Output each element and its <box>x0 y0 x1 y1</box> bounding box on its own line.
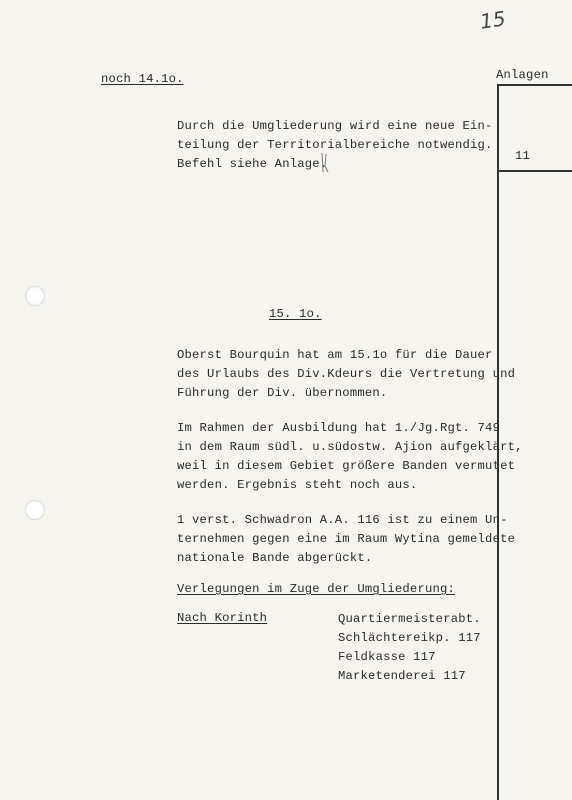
paragraph-line: 1 verst. Schwadron A.A. 116 ist zu einem Un- <box>177 513 508 527</box>
paragraph-line: Im Rahmen der Ausbildung hat 1./Jg.Rgt. 749 <box>177 421 501 435</box>
paragraph-line: werden. Ergebnis steht noch aus. <box>177 478 418 492</box>
relocations-heading: Verlegungen im Zuge der Umgliederung: <box>177 582 456 596</box>
annex-column-title: Anlagen <box>496 68 549 82</box>
annex-reference-11: 11 <box>515 149 531 163</box>
paragraph-line: weil in diesem Gebiet größere Banden vermutet <box>177 459 516 473</box>
relocated-unit: Marketenderei 117 <box>338 669 466 683</box>
paragraph-line: Führung der Div. übernommen. <box>177 386 388 400</box>
relocated-unit: Schlächtereikp. 117 <box>338 631 481 645</box>
paragraph-line: ternehmen gegen eine im Raum Wytina gemeldete <box>177 532 516 546</box>
date-continued-heading: noch 14.1o. <box>101 72 184 86</box>
entry-1-line: Durch die Umgliederung wird eine neue Ein- <box>177 119 493 133</box>
pencil-mark <box>320 152 330 174</box>
relocated-unit: Quartiermeisterabt. <box>338 612 481 626</box>
date-heading-15-10: 15. 1o. <box>269 307 322 321</box>
handwritten-page-number: 15 <box>478 6 507 34</box>
paragraph-line: nationale Bande abgerückt. <box>177 551 373 565</box>
punch-hole-bottom <box>25 500 45 520</box>
paragraph-line: Oberst Bourquin hat am 15.1o für die Dauer <box>177 348 493 362</box>
entry-1-line: Befehl siehe Anlage. <box>177 157 328 171</box>
entry-1-line: teilung der Territorialbereiche notwendig. <box>177 138 493 152</box>
punch-hole-top <box>25 286 45 306</box>
paragraph-line: des Urlaubs des Div.Kdeurs die Vertretung und <box>177 367 516 381</box>
paragraph-line: in dem Raum südl. u.südostw. Ajion aufgeklärt, <box>177 440 523 454</box>
relocation-destination: Nach Korinth <box>177 611 268 625</box>
relocated-unit: Feldkasse 117 <box>338 650 436 664</box>
annex-margin-ref-rule <box>497 170 572 172</box>
